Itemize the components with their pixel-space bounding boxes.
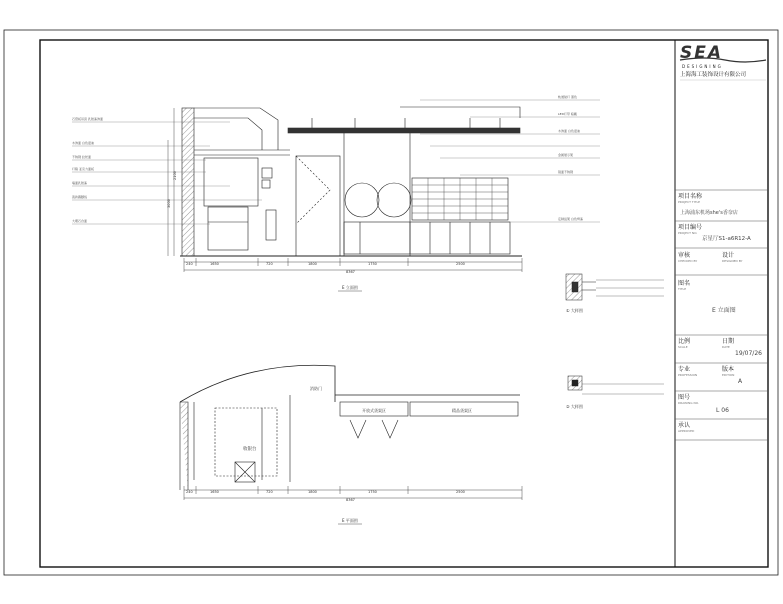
elev-dim-4: 1750 bbox=[368, 262, 377, 266]
plan-dim-2: 720 bbox=[266, 490, 273, 494]
profession-en: PROFESSION bbox=[678, 373, 698, 377]
right-note-5: 定制货架 白色烤漆 bbox=[558, 217, 583, 221]
sheet-no: L 06 bbox=[716, 407, 729, 414]
plan-drawing bbox=[180, 365, 522, 500]
elev-dim-0: 240 bbox=[186, 262, 193, 266]
plan-dim-total: 8367 bbox=[346, 498, 355, 502]
scale-en: SCALE bbox=[678, 345, 688, 349]
detail-1 bbox=[566, 274, 664, 300]
outer-frame bbox=[4, 30, 778, 575]
review-en: CHECKED BY bbox=[678, 259, 698, 263]
profession-label: 专业 bbox=[678, 366, 691, 373]
drawing-name-en: TITLE bbox=[678, 287, 687, 291]
design-label: 设计 bbox=[722, 252, 735, 259]
project-no-en: PROJECT NO. bbox=[678, 231, 698, 235]
detail-1-caption: ① 大样图 bbox=[566, 308, 583, 313]
right-note-2: 木饰面 白色混油 bbox=[558, 129, 580, 133]
edition-value: A bbox=[738, 378, 743, 385]
date-label: 日期 bbox=[722, 338, 735, 345]
date-value: 19/07/26 bbox=[735, 350, 762, 357]
elev-dim-5: 2500 bbox=[456, 262, 465, 266]
left-note-6: 大理石台面 bbox=[72, 219, 88, 223]
plan-counter-1: 开放式货架区 bbox=[362, 408, 386, 413]
drawing-name: E 立面图 bbox=[712, 307, 736, 314]
project-no: 京星厅S1-a6R12-A bbox=[702, 236, 751, 242]
plan-dim-3: 1800 bbox=[308, 490, 317, 494]
elev-height-1: 2100 bbox=[173, 171, 177, 180]
plan-dim-5: 2500 bbox=[456, 490, 465, 494]
right-note-1: LED灯带 暗藏 bbox=[558, 112, 577, 116]
approval-label: 承认 bbox=[678, 422, 691, 429]
left-note-2: 不锈钢 拉丝面 bbox=[72, 155, 91, 159]
logo-text: SEA bbox=[680, 43, 724, 63]
edition-en: EDITION bbox=[722, 373, 735, 377]
elev-dim-1: 1650 bbox=[210, 262, 219, 266]
drawing-name-label: 图名 bbox=[678, 280, 691, 287]
elev-dim-3: 1800 bbox=[308, 262, 317, 266]
elev-dim-2: 720 bbox=[266, 262, 273, 266]
review-label: 审核 bbox=[678, 252, 691, 259]
detail-2 bbox=[568, 376, 664, 394]
inner-frame bbox=[40, 40, 768, 567]
plan-counter-2: 精品货架区 bbox=[452, 408, 472, 413]
left-note-1: 木饰面 白色混油 bbox=[72, 141, 94, 145]
right-note-3: 金属展示架 bbox=[558, 153, 574, 157]
plan-dim-0: 240 bbox=[186, 490, 193, 494]
right-note-4: 镜面不锈钢 bbox=[558, 170, 574, 174]
detail-2-caption: ② 大样图 bbox=[566, 404, 583, 409]
right-annotations bbox=[420, 100, 600, 222]
plan-caption: E 平面图 bbox=[342, 518, 358, 523]
approval-en: APPROVED bbox=[678, 429, 695, 433]
left-note-4: 墙面乳胶漆 bbox=[72, 181, 88, 185]
sea-logo bbox=[680, 43, 766, 80]
project-no-label: 项目编号 bbox=[678, 224, 703, 231]
scale-label: 比例 bbox=[678, 338, 691, 345]
elev-dim-total: 8367 bbox=[346, 270, 355, 274]
plan-dim-1: 1650 bbox=[210, 490, 219, 494]
right-note-0: 轨道射灯 黑色 bbox=[558, 95, 577, 99]
project-name-label: 项目名称 bbox=[678, 193, 703, 200]
date-en: DATE bbox=[722, 345, 730, 349]
project-name: 上海浦东机场she's香奈店 bbox=[680, 210, 738, 216]
logo-subtext: DESIGNING bbox=[682, 64, 723, 69]
sheet-no-label: 图号 bbox=[678, 394, 691, 401]
elev-height-0: 3000 bbox=[167, 199, 171, 208]
sheet-no-en: DRAWING NO. bbox=[678, 401, 699, 405]
plan-door-label: 消防门 bbox=[310, 386, 322, 391]
plan-dim-4: 1750 bbox=[368, 490, 377, 494]
design-en: DESIGNED BY bbox=[722, 259, 743, 263]
title-block bbox=[675, 43, 768, 440]
plan-room-label: 收银台 bbox=[243, 447, 257, 452]
left-note-5: 瓷砖踢脚线 bbox=[72, 195, 88, 199]
elevation-caption: E 立面图 bbox=[342, 285, 358, 290]
edition-label: 版本 bbox=[722, 366, 735, 373]
left-note-3: 灯箱 亚克力面板 bbox=[72, 167, 94, 171]
left-note-0: 石膏板吊顶 乳胶漆饰面 bbox=[72, 117, 103, 121]
company-name: 上海海工装饰设计有限公司 bbox=[680, 72, 747, 78]
elevation-drawing bbox=[168, 107, 522, 272]
project-name-en: PROJECT TITLE bbox=[678, 200, 701, 204]
